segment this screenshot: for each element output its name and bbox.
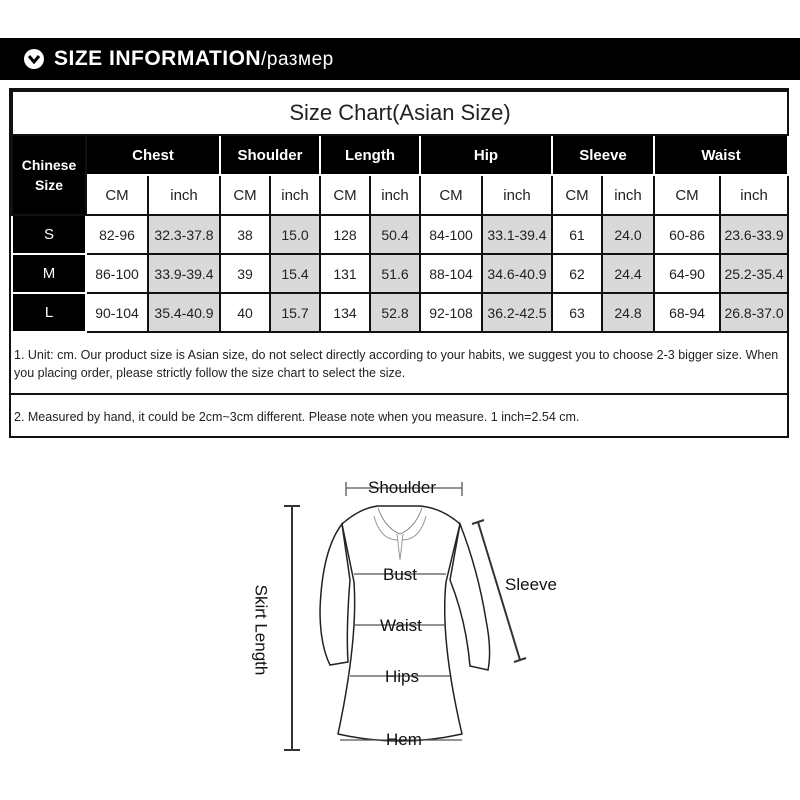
- size-value-cell: 39: [220, 254, 270, 293]
- unit-header: CM: [220, 175, 270, 215]
- size-value-cell: 32.3-37.8: [148, 215, 220, 254]
- unit-header: CM: [654, 175, 720, 215]
- size-value-cell: 33.9-39.4: [148, 254, 220, 293]
- group-header: Chest: [86, 135, 220, 175]
- unit-header: inch: [370, 175, 420, 215]
- size-value-cell: 15.4: [270, 254, 320, 293]
- group-header: Length: [320, 135, 420, 175]
- skirt-length-label: Skirt Length: [251, 584, 271, 676]
- size-value-cell: 26.8-37.0: [720, 293, 788, 332]
- size-value-cell: 134: [320, 293, 370, 332]
- size-value-cell: 62: [552, 254, 602, 293]
- size-value-cell: 38: [220, 215, 270, 254]
- size-value-cell: 68-94: [654, 293, 720, 332]
- size-value-cell: 84-100: [420, 215, 482, 254]
- table-row: [12, 215, 788, 254]
- group-header: Sleeve: [552, 135, 654, 175]
- size-value-cell: 90-104: [86, 293, 148, 332]
- dress-measurement-diagram: [250, 470, 557, 760]
- unit-header: inch: [720, 175, 788, 215]
- size-value-cell: 33.1-39.4: [482, 215, 552, 254]
- unit-header: inch: [602, 175, 654, 215]
- unit-header: CM: [420, 175, 482, 215]
- waist-label: Waist: [380, 616, 422, 635]
- size-label: L: [12, 293, 86, 332]
- unit-header: inch: [482, 175, 552, 215]
- size-value-cell: 25.2-35.4: [720, 254, 788, 293]
- size-column-header: Chinese Size: [12, 135, 86, 215]
- size-value-cell: 50.4: [370, 215, 420, 254]
- size-label: M: [12, 254, 86, 293]
- note-unit: 1. Unit: cm. Our product size is Asian size, do not select directly according to your habits, we suggest you to choose 2-3 bigger size. When you placing order, please strictly follow the size chart to select the size.: [11, 342, 787, 395]
- size-value-cell: 15.7: [270, 293, 320, 332]
- hips-label: Hips: [385, 667, 420, 686]
- size-value-cell: 35.4-40.9: [148, 293, 220, 332]
- table-row: [12, 254, 788, 293]
- unit-header: CM: [552, 175, 602, 215]
- size-value-cell: 52.8: [370, 293, 420, 332]
- size-value-cell: 15.0: [270, 215, 320, 254]
- size-label: S: [12, 215, 86, 254]
- size-info-banner: [0, 38, 800, 80]
- chart-title: Size Chart(Asian Size): [12, 91, 788, 135]
- size-value-cell: 64-90: [654, 254, 720, 293]
- size-value-cell: 34.6-40.9: [482, 254, 552, 293]
- size-value-cell: 24.8: [602, 293, 654, 332]
- size-value-cell: 60-86: [654, 215, 720, 254]
- size-value-cell: 131: [320, 254, 370, 293]
- size-value-cell: 51.6: [370, 254, 420, 293]
- bust-label: Bust: [383, 565, 418, 584]
- dress-illustration: [250, 470, 550, 760]
- note-measure: 2. Measured by hand, it could be 2cm~3cm different. Please note when you measure. 1 inch=2.54 cm.: [14, 410, 580, 424]
- size-table: [11, 90, 789, 333]
- size-value-cell: 88-104: [420, 254, 482, 293]
- unit-header: inch: [148, 175, 220, 215]
- size-value-cell: 36.2-42.5: [482, 293, 552, 332]
- unit-header: inch: [270, 175, 320, 215]
- hem-label: Hem: [386, 730, 422, 749]
- sleeve-label: Sleeve: [505, 575, 557, 594]
- size-value-cell: 92-108: [420, 293, 482, 332]
- group-header: Hip: [420, 135, 552, 175]
- size-value-cell: 23.6-33.9: [720, 215, 788, 254]
- size-value-cell: 40: [220, 293, 270, 332]
- table-row: [12, 293, 788, 332]
- size-value-cell: 24.4: [602, 254, 654, 293]
- unit-header: CM: [320, 175, 370, 215]
- group-header: Shoulder: [220, 135, 320, 175]
- size-value-cell: 61: [552, 215, 602, 254]
- unit-header: CM: [86, 175, 148, 215]
- size-value-cell: 86-100: [86, 254, 148, 293]
- shoulder-label: Shoulder: [368, 478, 437, 497]
- size-value-cell: 63: [552, 293, 602, 332]
- banner-title: SIZE INFORMATION/размер: [54, 47, 334, 70]
- size-chart: [9, 88, 789, 438]
- size-value-cell: 24.0: [602, 215, 654, 254]
- size-value-cell: 128: [320, 215, 370, 254]
- size-value-cell: 82-96: [86, 215, 148, 254]
- group-header: Waist: [654, 135, 788, 175]
- chevron-down-icon: [24, 49, 44, 69]
